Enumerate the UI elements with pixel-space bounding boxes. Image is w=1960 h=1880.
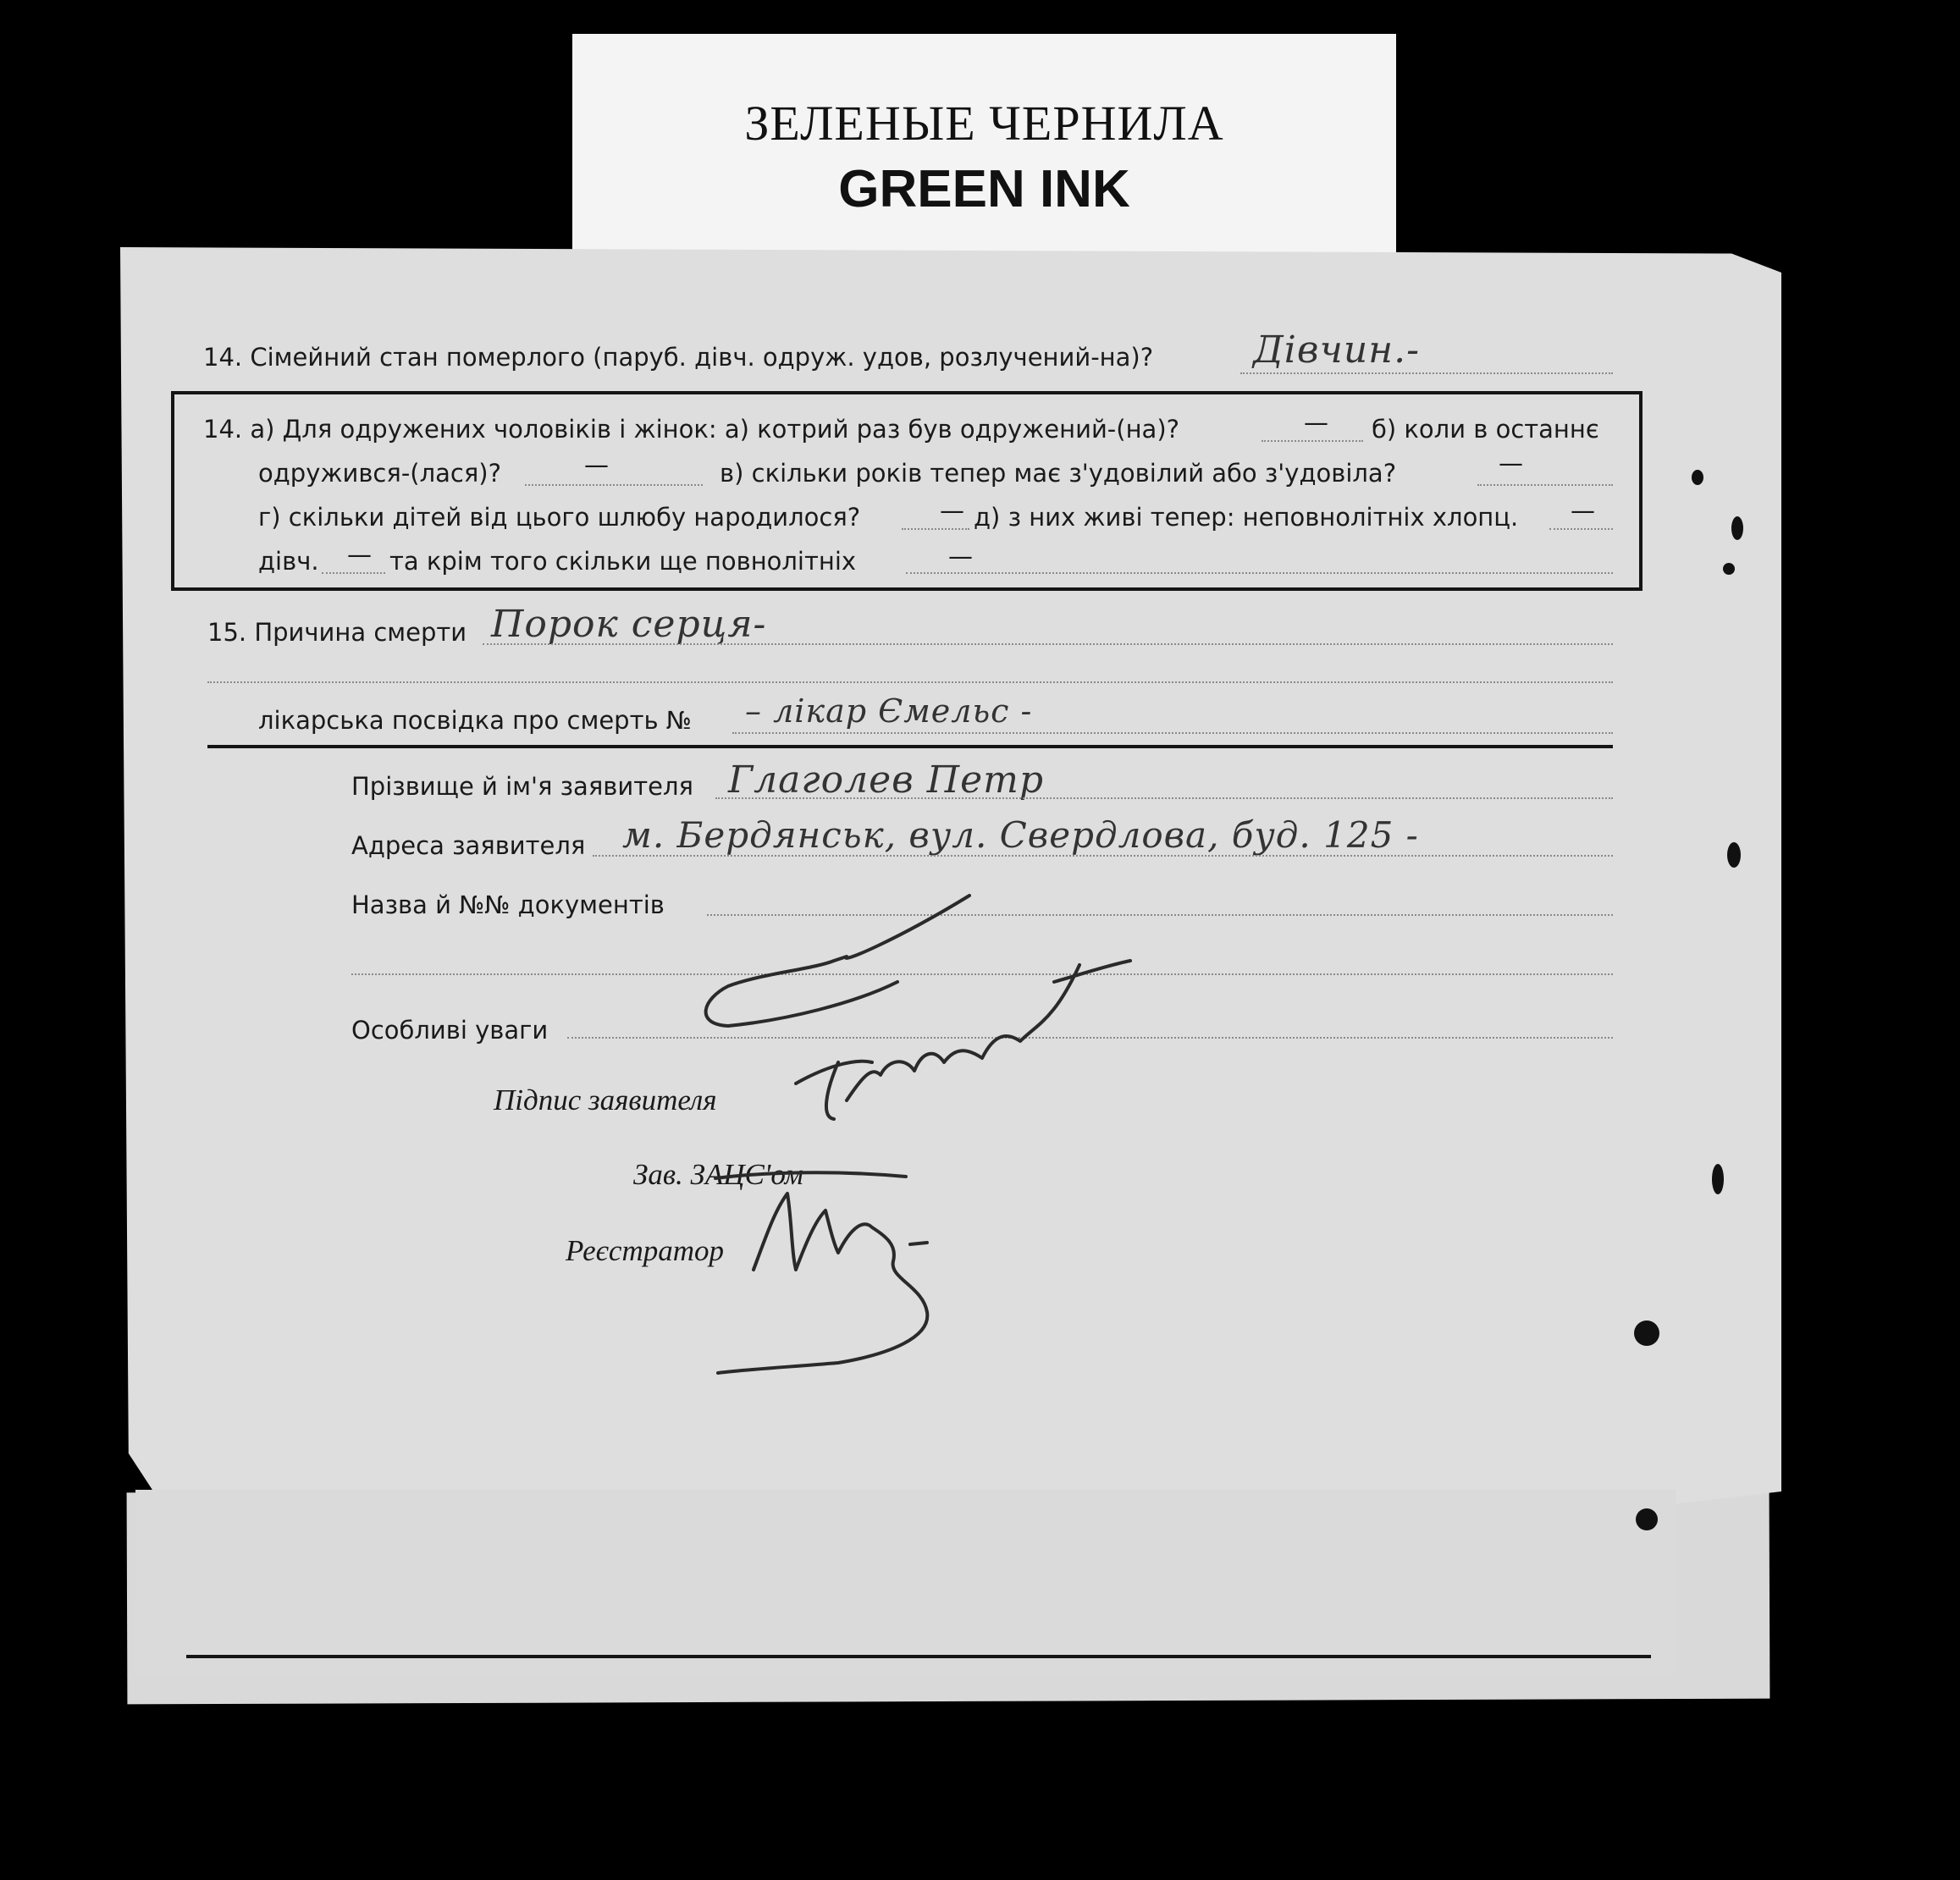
q14a-line1-answer: — [1304, 408, 1328, 437]
q14a-line3-label: г) скільки дітей від цього шлюбу народилося? [258, 503, 861, 532]
applicant-address-label: Адреса заявителя [351, 831, 586, 860]
q14a-line1-b-label: б) коли в останнє [1372, 415, 1599, 444]
zags-head-label: Зав. ЗАЦС'ом [633, 1158, 803, 1191]
q14a-line4-label: дівч. [258, 547, 319, 576]
label-russian-text: ЗЕЛЕНЫЕ ЧЕРНИЛА [744, 96, 1224, 151]
q14a-line1-label: 14. а) Для одружених чоловіків і жінок: а) котрий раз був одружений-(на)? [203, 415, 1180, 444]
q14a-line3-answer: — [940, 496, 964, 525]
registrar-label: Реєстратор [566, 1234, 724, 1267]
q14a-line2-answer: — [584, 450, 609, 479]
label-english-text: GREEN INK [838, 160, 1130, 218]
applicant-signature [796, 961, 1130, 1119]
registrar-signature [718, 1194, 927, 1373]
q14-marital-status-answer: Дівчин.- [1253, 328, 1420, 372]
q15-cause-label: 15. Причина смерти [207, 618, 467, 647]
q14a-line4-answer2: — [948, 542, 973, 571]
q14-marital-status-label: 14. Сімейний стан померлого (паруб. дівч. одруж. удов, розлучений-на)? [203, 343, 1154, 372]
cross-out-stroke [706, 896, 969, 1026]
applicant-documents-label: Назва й №№ документів [351, 890, 665, 919]
q15-certificate-answer: – лікар Ємельс - [745, 692, 1033, 730]
applicant-address-value: м. Бердянськ, вул. Свердлова, буд. 125 - [622, 814, 1419, 856]
q15-certificate-label: лікарська посвідка про смерть № [258, 706, 692, 735]
zags-head-underline [715, 1172, 906, 1178]
applicant-remarks-label: Особливі уваги [351, 1016, 549, 1045]
applicant-name-label: Прізвище й ім'я заявителя [351, 772, 693, 801]
q15-cause-answer: Порок серця- [491, 603, 767, 646]
q14a-line3-b-label: д) з них живі тепер: неповнолітніх хлопц. [974, 503, 1519, 532]
q14a-line4-b-label: та крім того скільки ще повнолітніх [389, 547, 857, 576]
q14a-line2-answer2: — [1499, 449, 1523, 477]
q14a-line4-answer: — [347, 540, 372, 569]
q14a-line2-label: одружився-(лася)? [258, 459, 501, 488]
q14a-line3-answer2: — [1571, 496, 1595, 525]
registrar-dash [910, 1243, 927, 1244]
q14a-line2-b-label: в) скільки років тепер має з'удовілий або з'удовіла? [720, 459, 1397, 488]
applicant-name-value: Глаголев Петр [728, 758, 1045, 802]
applicant-signature-label: Підпис заявителя [494, 1083, 717, 1116]
